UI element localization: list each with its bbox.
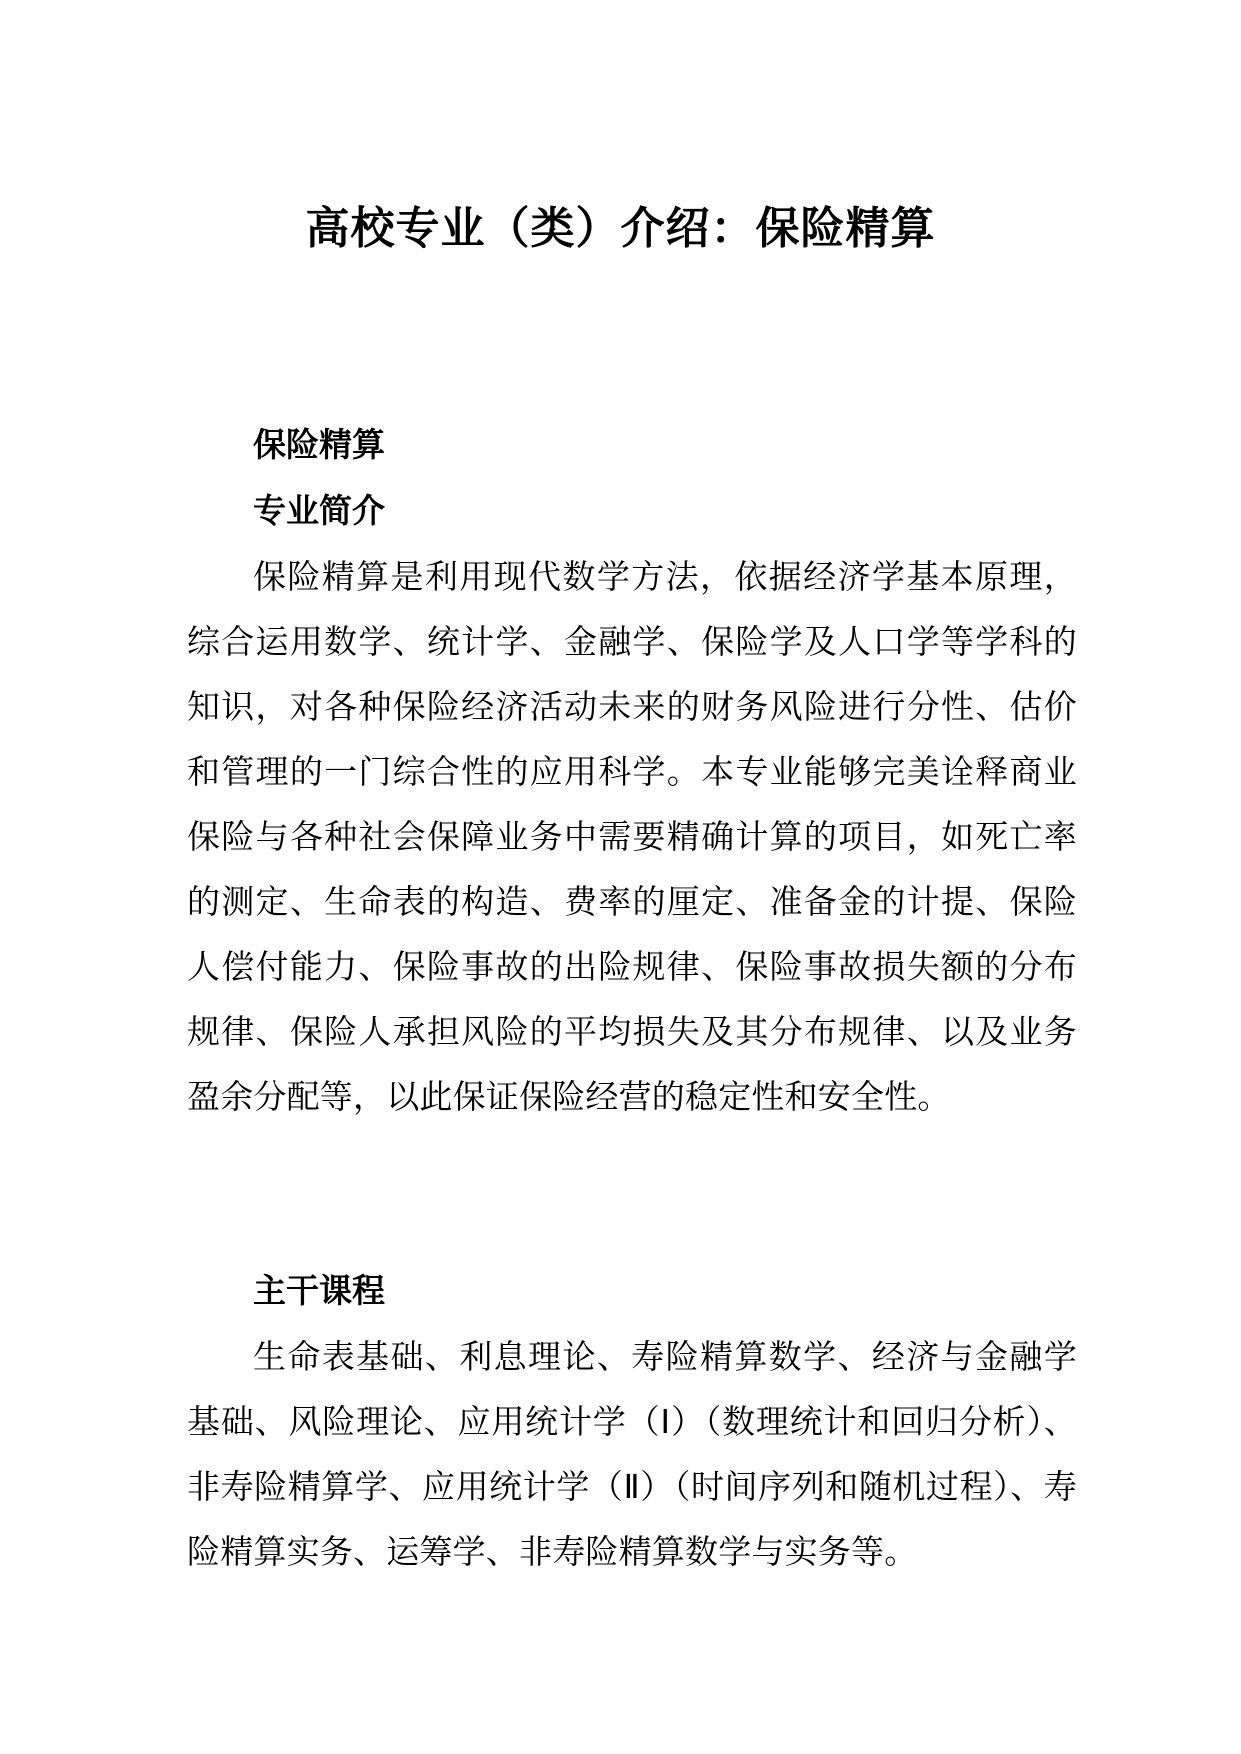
intro-paragraph: 保险精算是利用现代数学方法，依据经济学基本原理，综合运用数学、统计学、金融学、保险学及人口学等学科的知识，对各种保险经济活动未来的财务风险进行分性、估价和管理的一门综合性的应用科学。本专业能够完美诠释商业保险与各种社会保障业务中需要精确计算的项目，如死亡率的测定、生命表的构造、费率的厘定、准备金的计提、保险人偿付能力、保险事故的出险规律、保险事故损失额的分布规律、保险人承担风险的平均损失及其分布规律、以及业务盈余分配等，以此保证保险经营的稳定性和安全性。 xyxy=(187,557,1077,1116)
courses-section xyxy=(187,1258,1077,1584)
courses-heading: 主干课程 xyxy=(253,1271,385,1310)
document-title: 高校专业（类）介绍：保险精算 xyxy=(305,203,936,255)
courses-paragraph: 生命表基础、利息理论、寿险精算数学、经济与金融学基础、风险理论、应用统计学（Ⅰ）（数理统计和回归分析）、非寿险精算学、应用统计学（Ⅱ）（时间序列和随机过程）、寿险精算实务、运筹学、非寿险精算数学与实务等。 xyxy=(187,1337,1077,1571)
intro-section xyxy=(187,412,1077,1129)
intro-heading: 专业简介 xyxy=(253,491,385,530)
major-name-heading: 保险精算 xyxy=(253,425,385,464)
